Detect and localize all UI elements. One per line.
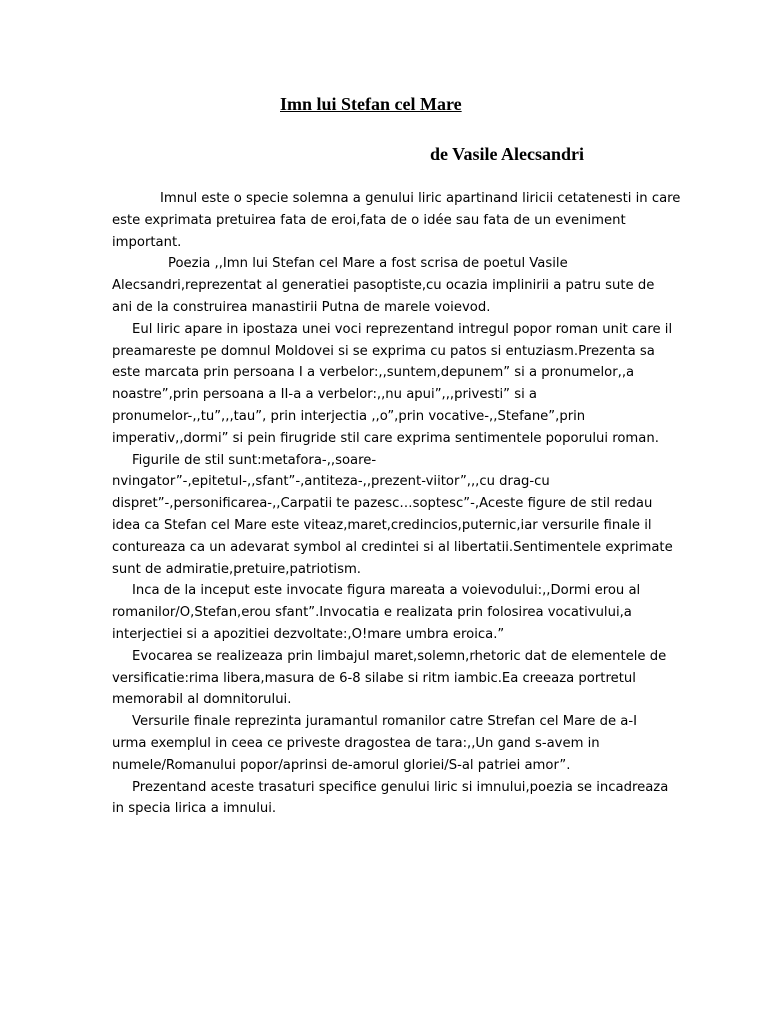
text-line: versificatie:rima libera,masura de 6-8 silabe si ritm iambic.Ea creeaza portretul bbox=[112, 670, 636, 686]
text-line: idea ca Stefan cel Mare este viteaz,maret,credincios,puternic,iar versurile finale il bbox=[112, 517, 652, 533]
text-line: nvingator”-,epitetul-,,sfant”-,antiteza-,,prezent-viitor”,,,cu drag-cu bbox=[112, 474, 550, 490]
text-line: preamareste pe domnul Moldovei si se exprima cu patos si entuziasm.Prezenta sa bbox=[112, 343, 655, 359]
text-line: este exprimata pretuirea fata de eroi,fata de o idée sau fata de un eveniment bbox=[112, 212, 626, 228]
text-line: Figurile de stil sunt:metafora-,,soare- bbox=[132, 452, 377, 468]
document-author: de Vasile Alecsandri bbox=[430, 144, 585, 164]
text-line: ani de la construirea manastirii Putna de marele voievod. bbox=[112, 299, 491, 315]
text-line: Poezia ,,Imn lui Stefan cel Mare a fost scrisa de poetul Vasile bbox=[168, 256, 568, 272]
text-line: numele/Romanului popor/aprinsi de-amorul gloriei/S-al patriei amor”. bbox=[112, 757, 571, 773]
text-line: este marcata prin persoana I a verbelor:,,suntem,depunem” si a pronumelor,,a bbox=[112, 365, 635, 381]
text-line: important. bbox=[112, 234, 182, 250]
text-line: interjectiei si a apozitiei dezvoltate:,O!mare umbra eroica.” bbox=[112, 626, 505, 642]
text-line: Alecsandri,reprezentat al generatiei pasoptiste,cu ocazia implinirii a patru sute de bbox=[112, 278, 655, 294]
text-line: memorabil al domnitorului. bbox=[112, 692, 292, 708]
document-title: Imn lui Stefan cel Mare bbox=[280, 94, 462, 114]
text-line: noastre”,prin persoana a II-a a verbelor:,,nu apui”,,,privesti” si a bbox=[112, 387, 538, 403]
text-line: Evocarea se realizeaza prin limbajul maret,solemn,rhetoric dat de elementele de bbox=[132, 648, 667, 664]
text-line: Imnul este o specie solemna a genului liric apartinand liricii cetatenesti in care bbox=[160, 191, 681, 206]
text-line: pronumelor-,,tu”,,,tau”, prin interjectia ,,o”,prin vocative-,,Stefane”,prin bbox=[112, 408, 586, 424]
text-line: Versurile finale reprezinta juramantul romanilor catre Strefan cel Mare de a-I bbox=[132, 714, 637, 730]
text-line: in specia lirica a imnului. bbox=[112, 801, 277, 817]
text-line: sunt de admiratie,pretuire,patriotism. bbox=[112, 561, 361, 577]
document-body bbox=[112, 188, 742, 820]
text-line: Prezentand aceste trasaturi specifice genului liric si imnului,poezia se incadreaza bbox=[132, 779, 669, 795]
text-line: romanilor/O,Stefan,erou sfant”.Invocatia e realizata prin folosirea vocativului,a bbox=[112, 605, 632, 621]
text-line: dispret”-,personificarea-,,Carpatii te pazesc…soptesc”-,Aceste figure de stil redau bbox=[112, 496, 653, 512]
text-line: Eul liric apare in ipostaza unei voci reprezentand intregul popor roman unit care il bbox=[132, 321, 673, 337]
text-line: urma exemplul in ceea ce priveste dragostea de tara:,,Un gand s-avem in bbox=[112, 735, 600, 751]
text-line: contureaza ca un adevarat symbol al credintei si al libertatii.Sentimentele exprimate bbox=[112, 539, 673, 555]
text-line: Inca de la inceput este invocate figura mareata a voievodului:,,Dormi erou al bbox=[132, 583, 641, 599]
text-line: imperativ,,dormi” si pein firugride stil care exprima sentimentele poporului roman. bbox=[112, 430, 659, 446]
